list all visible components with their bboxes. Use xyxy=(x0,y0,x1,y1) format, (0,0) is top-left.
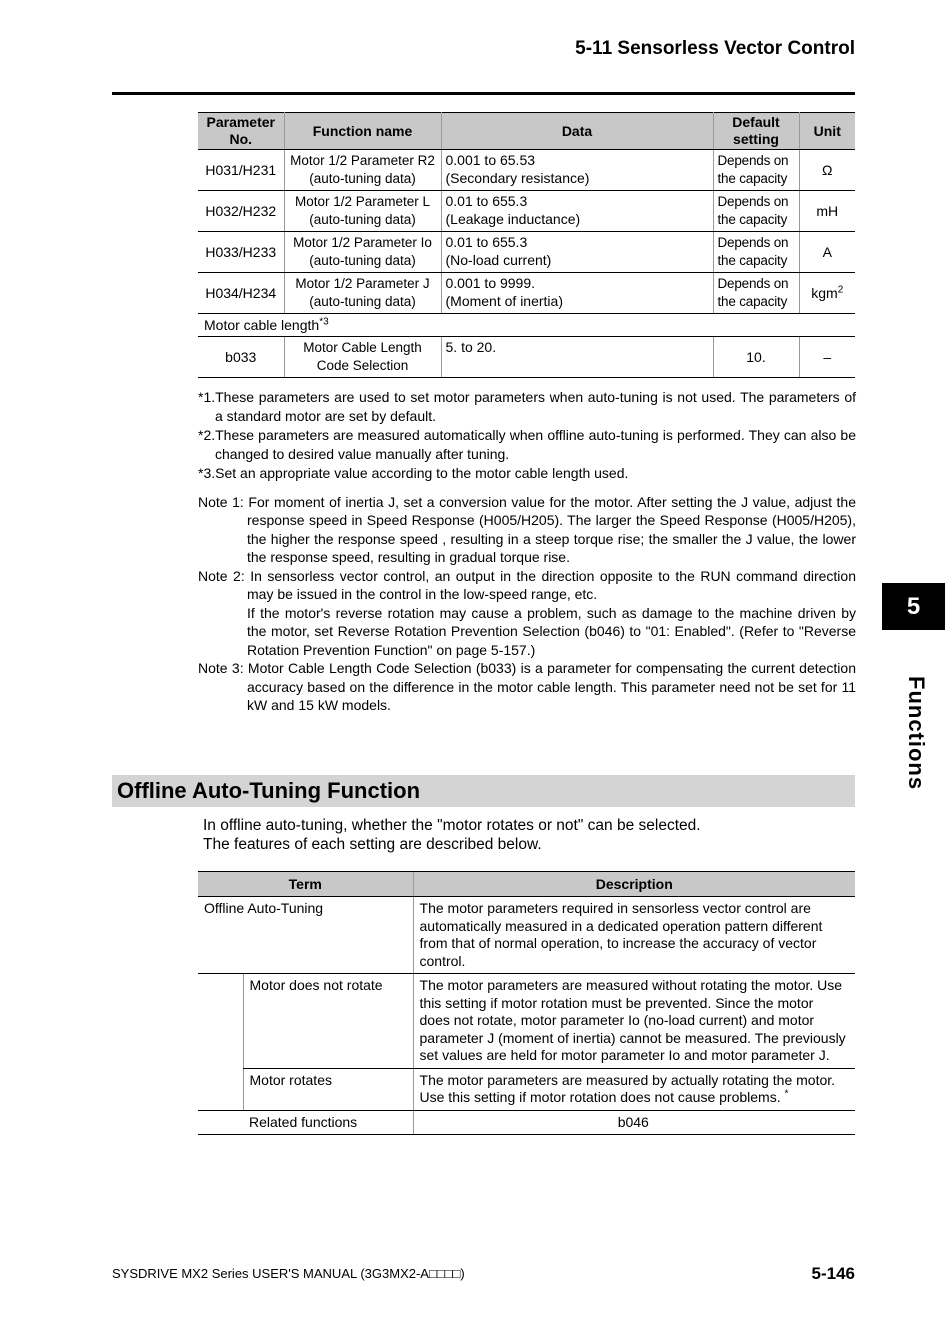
default-setting: Depends on the capacity xyxy=(713,273,799,314)
section-row xyxy=(198,314,855,337)
indent-cell xyxy=(198,974,243,1069)
function-name: Motor 1/2 Parameter Io (auto-tuning data) xyxy=(284,232,441,273)
table-row xyxy=(198,337,855,378)
param-no: H032/H232 xyxy=(198,191,284,232)
desc-offline: The motor parameters required in sensorless vector control are automatically measured in a dedicated operation pattern different from that of normal operation, to increase the accuracy of vector control. xyxy=(413,897,855,974)
function-name: Motor Cable Length Code Selection xyxy=(284,337,441,378)
page-header-title: 5-11 Sensorless Vector Control xyxy=(575,38,855,59)
default-setting: Depends on the capacity xyxy=(713,150,799,191)
function-name: Motor 1/2 Parameter R2 (auto-tuning data) xyxy=(284,150,441,191)
chapter-tab: 5 xyxy=(882,583,945,630)
note-1: Note 1: For moment of inertia J, set a conversion value for the motor. After setting the J value, adjust the response speed in Speed Response (H005/H205). The larger the Speed Response (H005/H205), the higher the response speed , resulting in a steep torque rise; the smaller the J value, the lower the response speed, resulting in gradual torque rise. xyxy=(198,493,856,565)
data-range: 0.001 to 9999. (Moment of inertia) xyxy=(441,273,713,314)
desc-rotate: The motor parameters are measured by actually rotating the motor. Use this setting if motor rotation does not cause problems. * xyxy=(413,1068,855,1110)
indent-cell xyxy=(198,1110,243,1135)
table-header-row xyxy=(198,872,855,897)
note-3: Note 3: Motor Cable Length Code Selection (b033) is a parameter for compensating the current detection accuracy based on the difference in the motor cable length. This parameter need not be set for 11 kW and 15 kW models. xyxy=(198,660,856,713)
table-row xyxy=(198,273,855,314)
footnote-2: *2.These parameters are measured automatically when offline auto-tuning is performed. They can also be changed to desired value manually after tuning. xyxy=(198,427,856,462)
col-header-unit: Unit xyxy=(799,113,855,150)
param-no: H034/H234 xyxy=(198,273,284,314)
desc-related: b046 xyxy=(413,1110,855,1135)
intro-line-2: The features of each setting are described below. xyxy=(203,836,542,853)
table-header-row xyxy=(198,113,855,150)
unit: mH xyxy=(799,191,855,232)
param-no: H031/H231 xyxy=(198,150,284,191)
term-related: Related functions xyxy=(243,1110,413,1135)
footer-page-number: 5-146 xyxy=(811,1264,855,1283)
section-label: Motor cable length$^{*3}$ xyxy=(198,314,855,337)
data-range: 5. to 20. xyxy=(441,337,713,378)
table-row xyxy=(198,191,855,232)
col-header-param-no: Parameter No. xyxy=(198,113,284,150)
parameter-table xyxy=(198,112,855,378)
table-row xyxy=(198,897,855,974)
col-header-function-name: Function name xyxy=(284,113,441,150)
notes-block xyxy=(198,388,856,715)
table-row xyxy=(198,1110,855,1135)
function-name: Motor 1/2 Parameter L (auto-tuning data) xyxy=(284,191,441,232)
note-2: Note 2: In sensorless vector control, an output in the direction opposite to the RUN command direction may be issued in the control in the low-speed range, etc. xyxy=(198,567,856,602)
col-header-default: Default setting xyxy=(713,113,799,150)
chapter-label: Functions xyxy=(904,676,929,791)
section-intro xyxy=(203,816,701,854)
intro-line-1: In offline auto-tuning, whether the "motor rotates or not" can be selected. xyxy=(203,817,701,834)
note-2-continued: If the motor's reverse rotation may cause a problem, such as damage to the machine driven by the motor, set Reverse Rotation Prevention Selection (b046) to "01: Enabled". (Refer to "Reverse Rotation Prevention Function" on page 5-157.) xyxy=(247,604,856,658)
unit: A xyxy=(799,232,855,273)
footnote-3: *3.Set an appropriate value according to the motor cable length used. xyxy=(198,465,629,481)
unit: kgm$^2$ xyxy=(799,273,855,314)
term-rotate: Motor rotates xyxy=(243,1068,413,1110)
footnote-1: *1.These parameters are used to set motor parameters when auto-tuning is not used. The parameters of a standard motor are set by default. xyxy=(198,389,856,424)
term-no-rotate: Motor does not rotate xyxy=(243,974,413,1069)
col-header-data: Data xyxy=(441,113,713,150)
unit: Ω xyxy=(799,150,855,191)
default-setting: Depends on the capacity xyxy=(713,191,799,232)
param-no: H033/H233 xyxy=(198,232,284,273)
data-range: 0.01 to 655.3 (No-load current) xyxy=(441,232,713,273)
table-row xyxy=(198,974,855,1069)
desc-no-rotate: The motor parameters are measured without rotating the motor. Use this setting if motor rotation must be prevented. Since the motor does not rotate, motor parameter Io (no-load current) and motor parameter J (moment of inertia) cannot be measured. The previously set values are held for motor parameter Io and motor parameter J. xyxy=(413,974,855,1069)
function-name: Motor 1/2 Parameter J (auto-tuning data) xyxy=(284,273,441,314)
default-setting: Depends on the capacity xyxy=(713,232,799,273)
default-setting: 10. xyxy=(713,337,799,378)
table-row xyxy=(198,150,855,191)
data-range: 0.01 to 655.3 (Leakage inductance) xyxy=(441,191,713,232)
table-row xyxy=(198,232,855,273)
col-header-description: Description xyxy=(413,872,855,897)
section-title: Offline Auto-Tuning Function xyxy=(112,775,855,807)
col-header-term: Term xyxy=(198,872,413,897)
term-offline: Offline Auto-Tuning xyxy=(198,897,413,974)
footer-manual-title: SYSDRIVE MX2 Series USER'S MANUAL (3G3MX2-A□□□□) xyxy=(112,1266,465,1281)
data-range: 0.001 to 65.53 (Secondary resistance) xyxy=(441,150,713,191)
param-no: b033 xyxy=(198,337,284,378)
indent-cell xyxy=(198,1068,243,1110)
table-row xyxy=(198,1068,855,1110)
header-rule xyxy=(112,92,855,95)
term-table xyxy=(198,871,855,1135)
unit: – xyxy=(799,337,855,378)
